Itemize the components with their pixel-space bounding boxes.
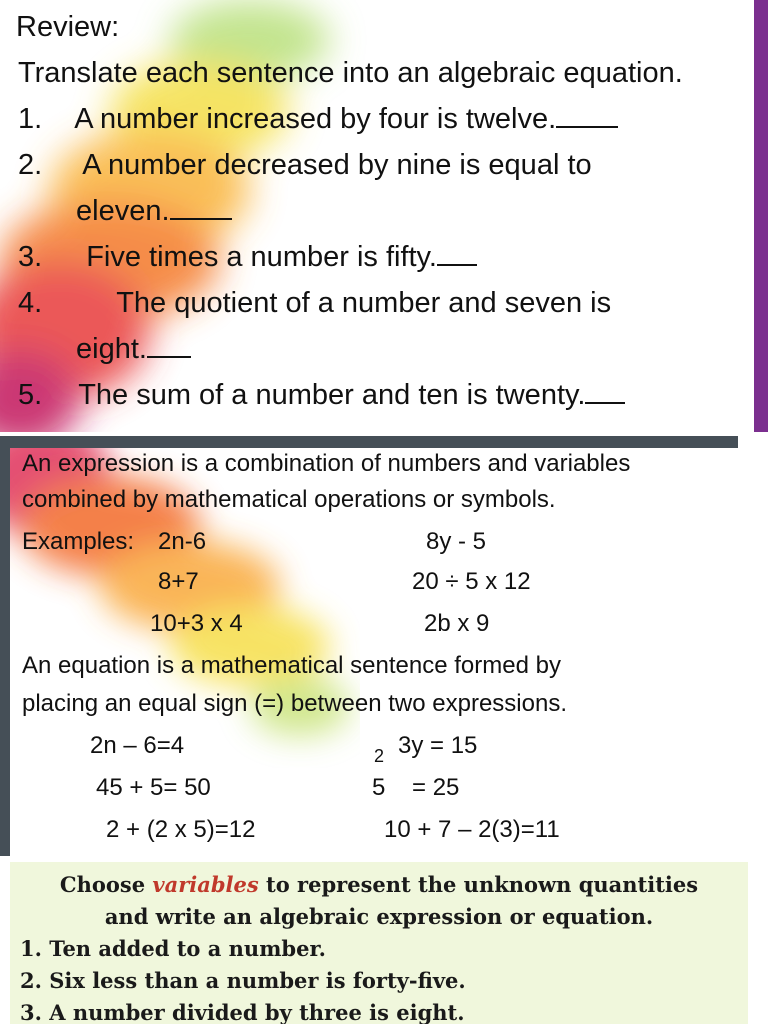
review-item-5: 5. The sum of a number and ten is twenty. — [18, 372, 625, 418]
expression-example: 10+3 x 4 — [150, 610, 243, 637]
equation-definition-1: An equation is a mathematical sentence formed by — [22, 652, 561, 679]
equation-example: 3y = 15 — [398, 732, 478, 759]
definitions-slide — [0, 436, 768, 856]
review-item-4: 4. The quotient of a number and seven is — [18, 287, 612, 319]
review-instruction: Translate each sentence into an algebraic equation. — [18, 57, 683, 89]
examples-label: Examples: — [22, 528, 135, 555]
equation-example: 2n – 6=4 — [90, 732, 185, 759]
equation-example: 10 + 7 – 2(3)=11 — [384, 816, 560, 843]
review-title: Review: — [16, 11, 120, 43]
expression-example: 8y - 5 — [426, 528, 487, 555]
answer-blank — [170, 192, 232, 220]
answer-blank — [147, 330, 191, 358]
equation-definition-2: placing an equal sign (=) between two expressions. — [22, 690, 567, 717]
equation-example: 45 + 5= 50 — [96, 774, 211, 801]
expression-example: 2b x 9 — [424, 610, 490, 637]
answer-blank — [585, 376, 625, 404]
answer-blank — [437, 238, 477, 266]
review-item-4-cont: eight. — [76, 326, 191, 372]
expression-definition-2: combined by mathematical operations or symbols. — [22, 486, 556, 513]
expression-example: 2n-6 — [158, 528, 207, 555]
equation-example: 5 = 25 — [372, 774, 460, 801]
exercise-item-1: 1. Ten added to a number. — [20, 936, 326, 961]
exercise-slide — [10, 862, 748, 1024]
answer-blank — [556, 100, 618, 128]
exercise-instruction-1: Choose variables to represent the unknown quantities — [59, 872, 699, 897]
expression-example: 8+7 — [158, 568, 199, 595]
review-item-3: 3. Five times a number is fifty. — [18, 234, 477, 280]
review-item-1: 1. A number increased by four is twelve. — [18, 96, 618, 142]
purple-side-bar — [754, 0, 768, 432]
exercise-instruction-2: and write an algebraic expression or equation. — [104, 904, 654, 929]
exercise-item-2: 2. Six less than a number is forty-five. — [20, 968, 466, 993]
exponent-digit: 2 — [374, 746, 385, 766]
equation-example: 2 + (2 x 5)=12 — [106, 816, 256, 843]
expression-definition-1: An expression is a combination of numbers and variables — [22, 450, 631, 477]
exercise-item-3: 3. A number divided by three is eight. — [20, 1000, 465, 1024]
expression-example: 20 ÷ 5 x 12 — [412, 568, 531, 595]
variables-keyword: variables — [152, 872, 259, 897]
review-item-2-cont: eleven. — [76, 188, 232, 234]
review-item-2: 2. A number decreased by nine is equal to — [18, 149, 592, 181]
review-slide — [0, 0, 768, 432]
